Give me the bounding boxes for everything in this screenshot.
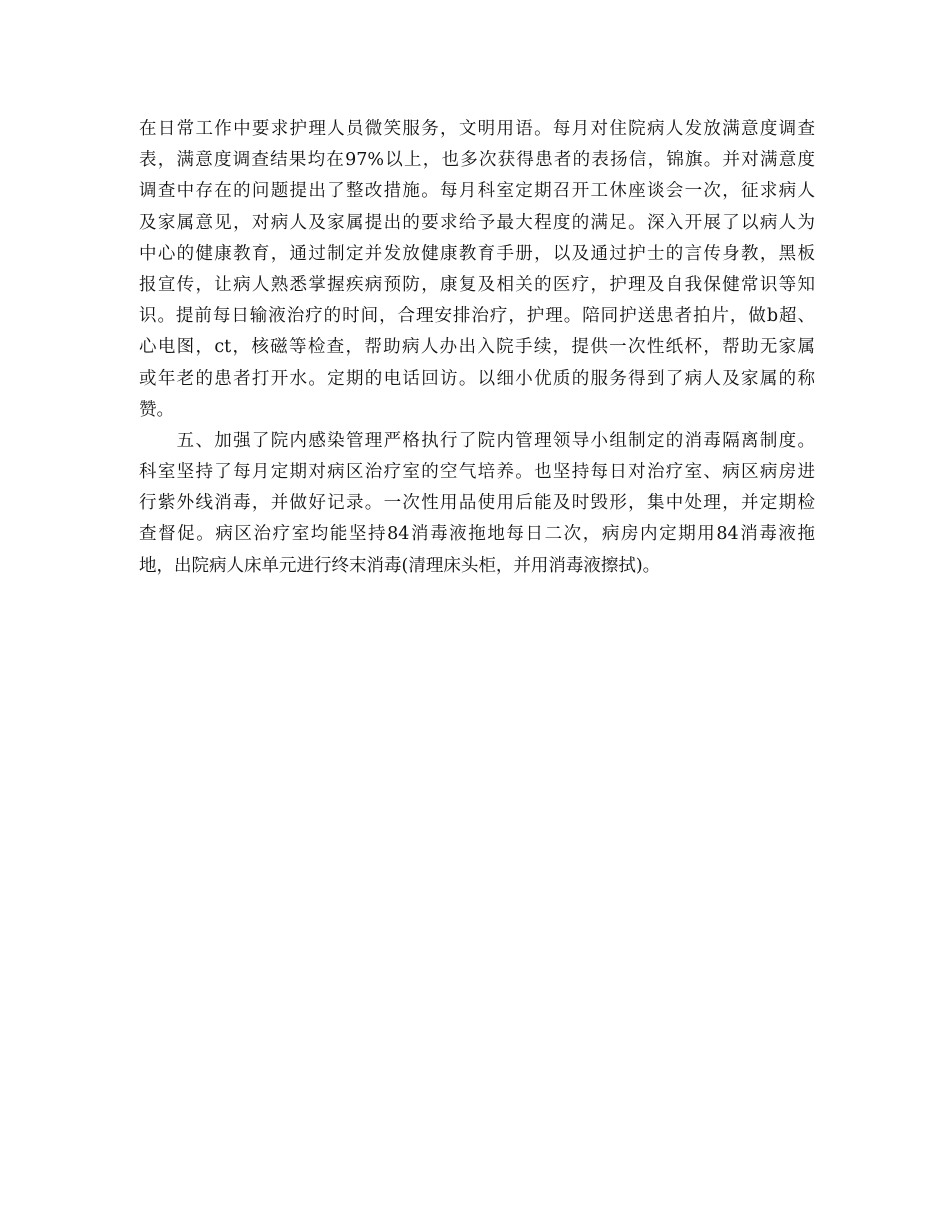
text-line: 赞。 [139, 399, 174, 420]
text-line: 地，出院病人床单元进行终末消毒(清理床头柜，并用消毒液擦拭)。 [139, 555, 661, 576]
text-line: 或年老的患者打开水。定期的电话回访。以细小优质的服务得到了病人及家属的称 [139, 368, 815, 389]
document-body [139, 114, 815, 582]
text-line: 查督促。病区治疗室均能坚持84消毒液拖地每日二次，病房内定期用84消毒液拖 [139, 524, 815, 545]
text-line: 在日常工作中要求护理人员微笑服务，文明用语。每月对住院病人发放满意度调查 [139, 119, 815, 139]
text-line: 中心的健康教育，通过制定并发放健康教育手册，以及通过护士的言传身教，黑板 [139, 243, 815, 264]
text-line: 调查中存在的问题提出了整改措施。每月科室定期召开工休座谈会一次，征求病人 [139, 181, 815, 202]
paragraph-2 [139, 426, 815, 582]
text-line: 表，满意度调查结果均在97%以上，也多次获得患者的表扬信，锦旗。并对满意度 [139, 150, 815, 171]
text-line: 及家属意见，对病人及家属提出的要求给予最大程度的满足。深入开展了以病人为 [139, 212, 815, 233]
text-line: 心电图，ct，核磁等检查，帮助病人办出入院手续，提供一次性纸杯，帮助无家属 [139, 337, 815, 358]
text-line: 五、加强了院内感染管理严格执行了院内管理领导小组制定的消毒隔离制度。 [139, 430, 815, 451]
paragraph-1 [139, 114, 815, 426]
text-line: 科室坚持了每月定期对病区治疗室的空气培养。也坚持每日对治疗室、病区病房进 [139, 462, 815, 483]
text-line: 行紫外线消毒，并做好记录。一次性用品使用后能及时毁形，集中处理，并定期检 [139, 493, 815, 514]
text-line: 识。提前每日输液治疗的时间，合理安排治疗，护理。陪同护送患者拍片，做b超、 [139, 306, 815, 327]
text-line: 报宣传，让病人熟悉掌握疾病预防，康复及相关的医疗，护理及自我保健常识等知 [139, 274, 815, 295]
